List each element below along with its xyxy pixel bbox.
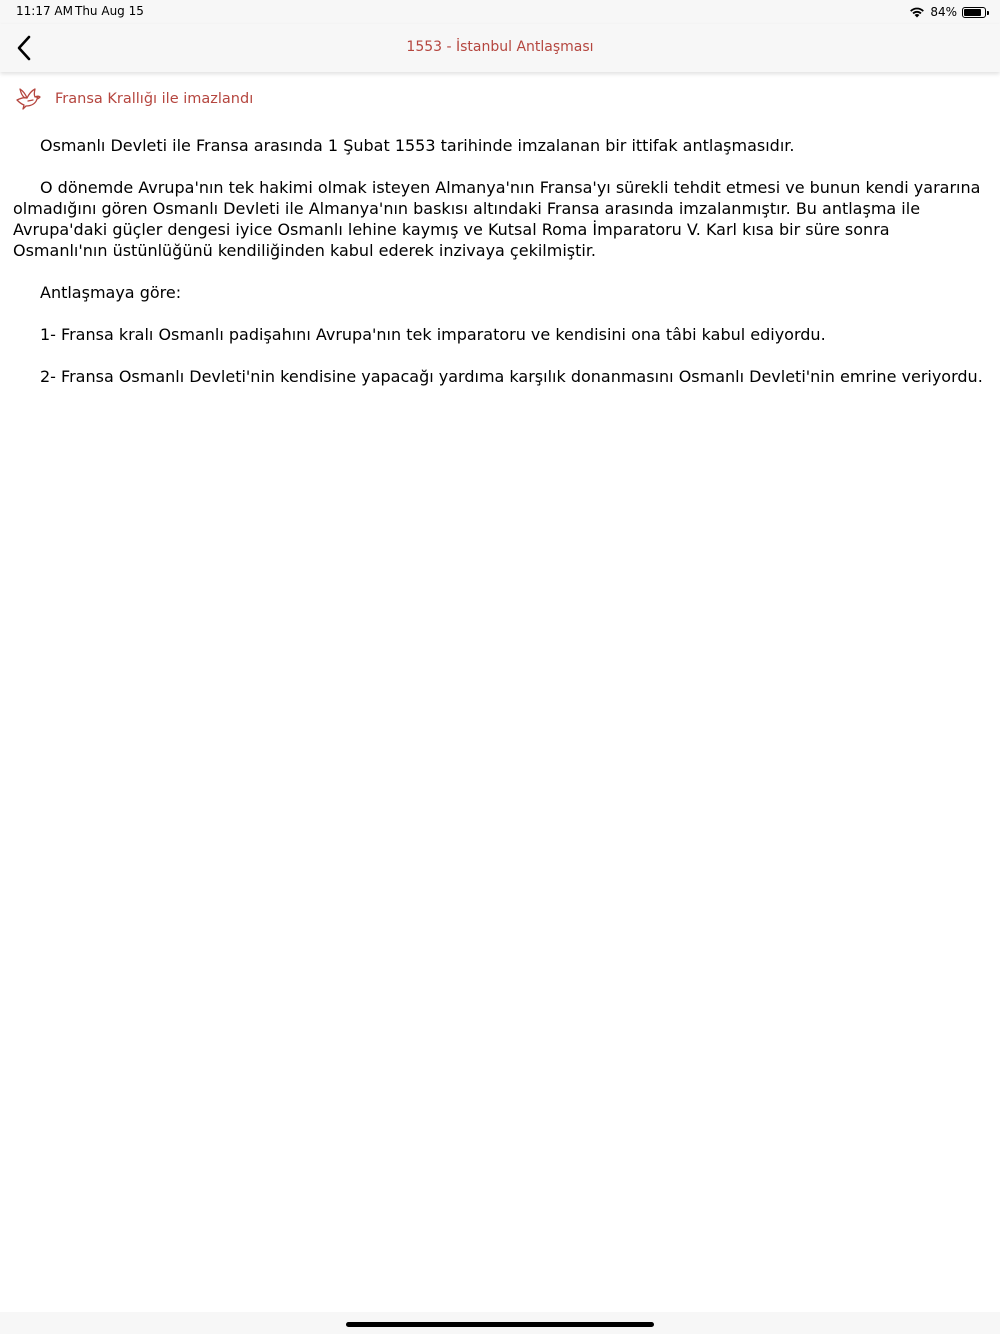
- battery-cap: [987, 11, 989, 15]
- paragraph: O dönemde Avrupa'nın tek hakimi olmak isteyen Almanya'nın Fransa'yı sürekli tehdit etmesi ve bunun kendi yararına olmadığını gören Osmanlı Devleti ile Almanya'nın baskısı altındaki Fransa arasında imzalanmıştır. Bu antlaşma ile Avrupa'daki güçler dengesi iyice Osmanlı lehine kaymış ve Kutsal Roma İmparatoru V. Karl kısa bir süre sonra Osmanlı'nın üstünlüğünü kendiliğinden kabul ederek inzivaya çekilmiştir.: [13, 178, 981, 260]
- paragraph: 2- Fransa Osmanlı Devleti'nin kendisine yapacağı yardıma karşılık donanmasını Osmanlı Devleti'nin emrine veriyordu.: [40, 367, 983, 386]
- battery-fill: [964, 9, 981, 16]
- status-date: Thu Aug 15: [75, 4, 144, 18]
- home-area: [0, 1312, 1000, 1334]
- navigation-bar: [0, 24, 1000, 72]
- paragraph: Osmanlı Devleti ile Fransa arasında 1 Şubat 1553 tarihinde imzalanan bir ittifak antlaşmasıdır.: [40, 136, 795, 155]
- battery-percent: 84%: [930, 5, 957, 19]
- status-time: 11:17 AM: [16, 4, 73, 18]
- paragraph: Antlaşmaya göre:: [40, 283, 182, 302]
- battery-icon: [962, 7, 986, 18]
- paragraph: 1- Fransa kralı Osmanlı padişahını Avrupa'nın tek imparatoru ve kendisini ona tâbi kabul ediyordu.: [40, 325, 826, 344]
- wifi-icon: [909, 3, 925, 22]
- status-bar: [0, 0, 1000, 24]
- page-title: 1553 - İstanbul Antlaşması: [406, 39, 594, 55]
- subtitle-text: Fransa Krallığı ile imazlandı: [55, 91, 254, 107]
- dove-icon: [14, 86, 42, 112]
- subtitle-row: [14, 86, 253, 112]
- article-content: [13, 135, 987, 408]
- home-indicator[interactable]: [346, 1322, 654, 1327]
- status-indicators: [909, 3, 986, 21]
